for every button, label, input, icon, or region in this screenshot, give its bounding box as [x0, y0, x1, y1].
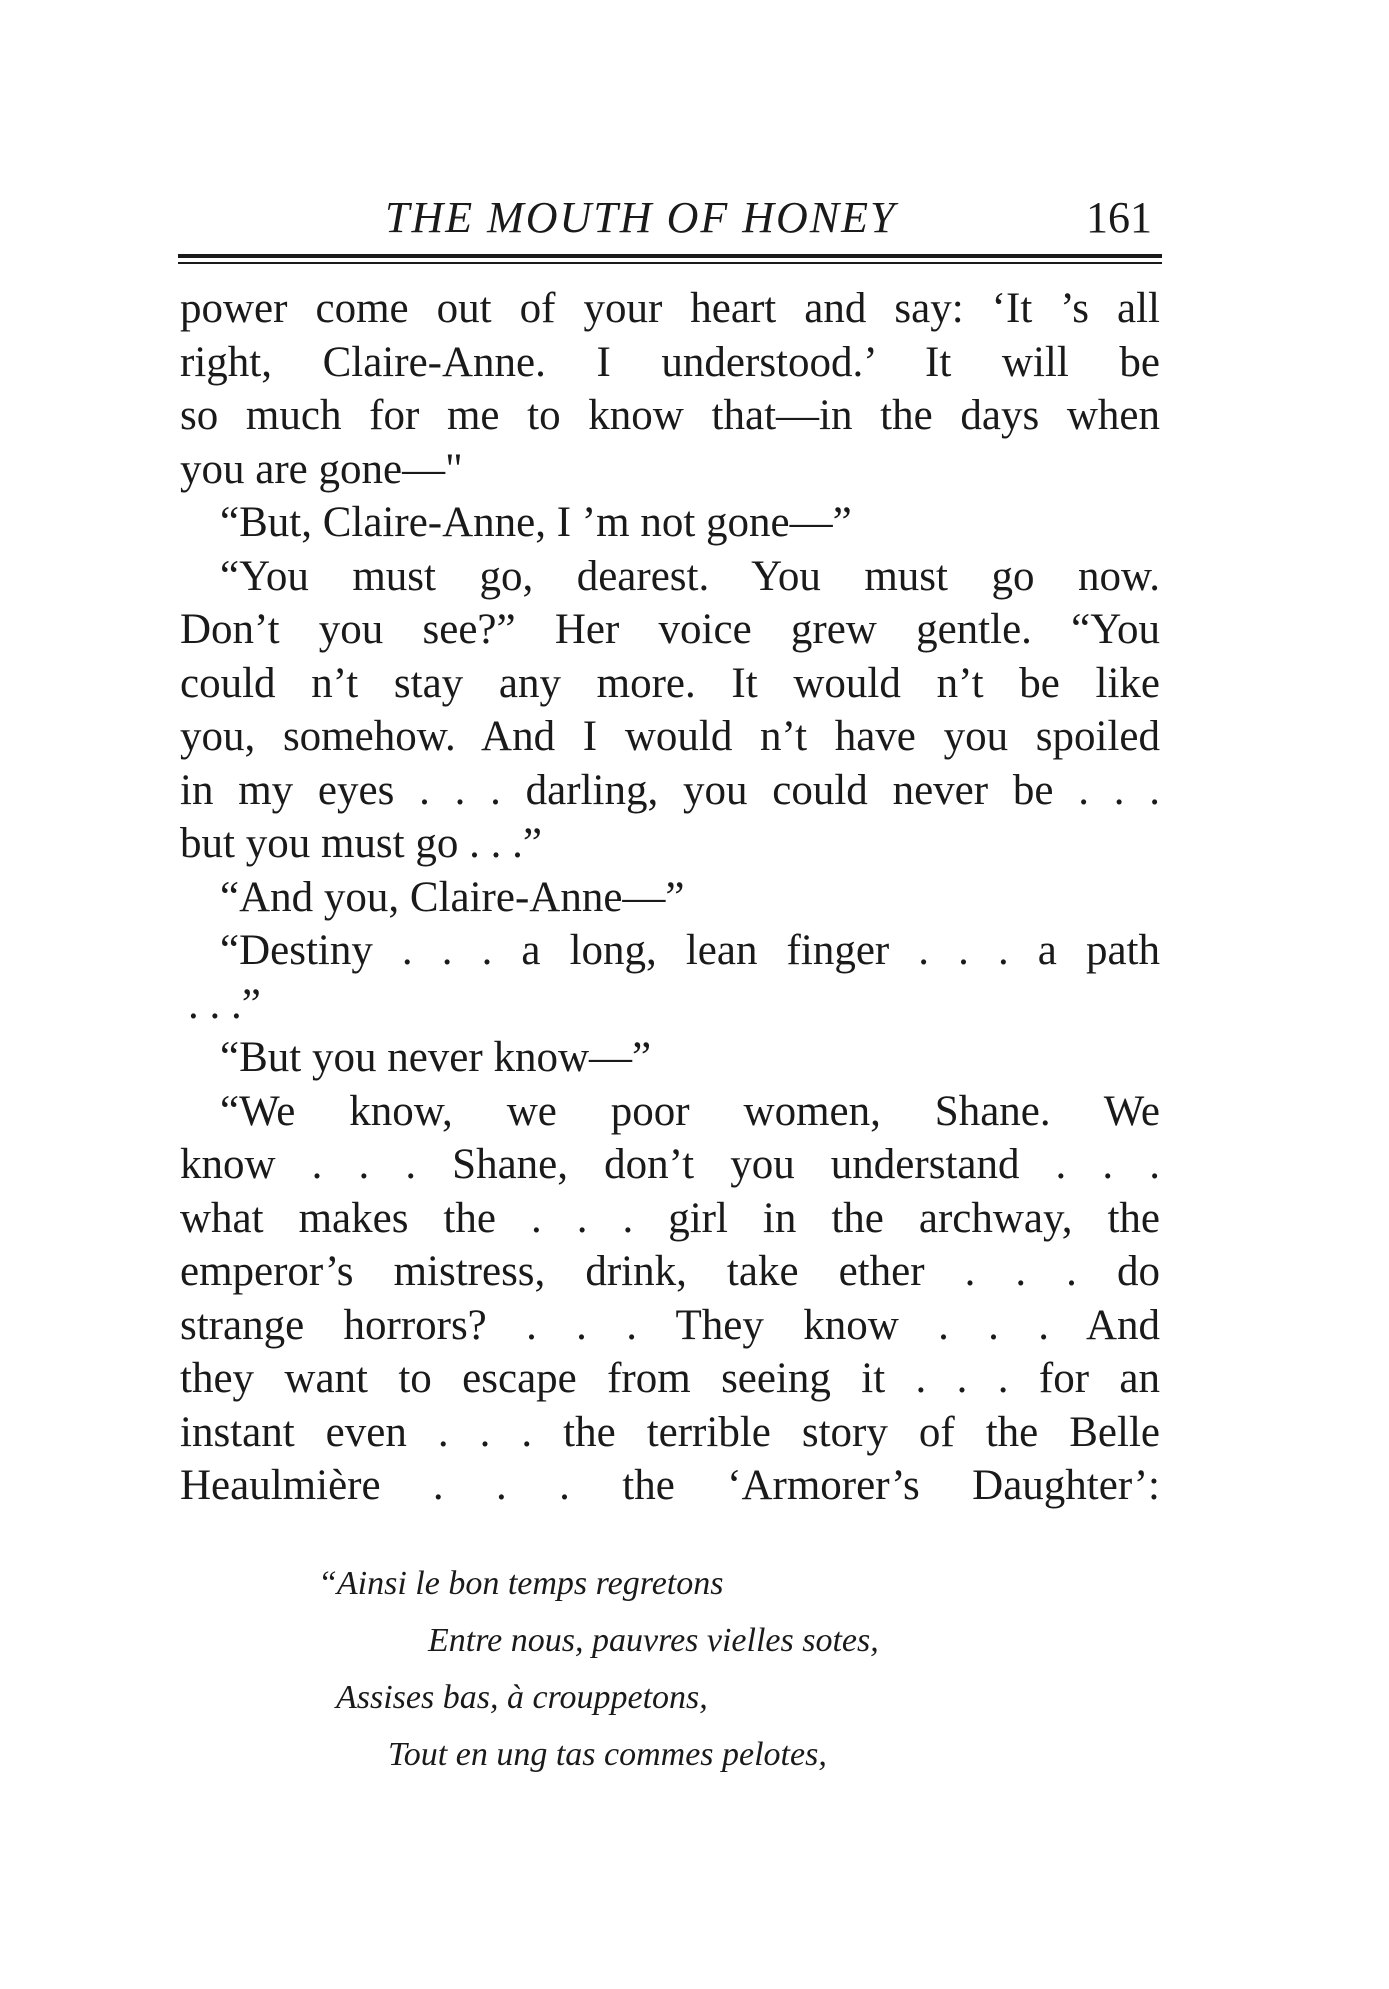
- text-line: but you must go . . .”: [180, 820, 542, 867]
- text-line: emperor’s mistress, drink, take ether . . . do: [180, 1248, 1160, 1295]
- verse-line: Tout en ung tas commes pelotes,: [388, 1736, 827, 1773]
- text-line: Heaulmière . . . the ‘Armorer’s Daughter’:: [180, 1462, 1160, 1509]
- header-rule: [178, 254, 1162, 266]
- text-line: instant even . . . the terrible story of the Belle: [180, 1408, 1160, 1456]
- page-number: 161: [1086, 193, 1152, 242]
- body-text: [180, 282, 1160, 1513]
- text-line: “But, Claire-Anne, I ’m not gone—”: [220, 499, 852, 546]
- text-line: “Destiny . . . a long, lean finger . . . a path: [220, 927, 1160, 974]
- text-line: right, Claire-Anne. I understood.’ It will be: [180, 338, 1160, 386]
- text-line: “And you, Claire-Anne—”: [220, 873, 685, 921]
- text-line: power come out of your heart and say: ‘It ’s all: [180, 285, 1160, 332]
- text-line: Don’t you see?” Her voice grew gentle. “You: [180, 606, 1160, 653]
- verse-line: Entre nous, pauvres vielles sotes,: [428, 1622, 879, 1659]
- running-head: [180, 190, 1160, 246]
- text-line: “We know, we poor women, Shane. We: [220, 1087, 1160, 1135]
- text-line: “You must go, dearest. You must go now.: [220, 552, 1160, 600]
- verse-quote: [318, 1555, 1078, 1783]
- text-line: what makes the . . . girl in the archway, the: [180, 1194, 1160, 1242]
- text-line: so much for me to know that—in the days when: [180, 392, 1160, 439]
- text-line: “But you never know—”: [220, 1034, 652, 1081]
- verse-line: “Ainsi le bon temps regretons: [318, 1565, 724, 1602]
- verse-line: Assises bas, à crouppetons,: [336, 1679, 708, 1716]
- text-line: they want to escape from seeing it . . . for an: [180, 1355, 1160, 1402]
- text-line: know . . . Shane, don’t you understand . . .: [180, 1141, 1160, 1188]
- text-line: . . .”: [188, 980, 261, 1028]
- header-rule-thick: [178, 254, 1162, 258]
- text-line: you are gone—": [180, 445, 463, 493]
- text-line: in my eyes . . . darling, you could never be . . .: [180, 766, 1160, 814]
- text-line: you, somehow. And I would n’t have you spoiled: [180, 713, 1160, 760]
- text-line: could n’t stay any more. It would n’t be like: [180, 659, 1160, 707]
- header-rule-thin: [178, 262, 1162, 264]
- text-line: strange horrors? . . . They know . . . And: [180, 1301, 1160, 1349]
- running-title: THE MOUTH OF HONEY: [385, 193, 897, 242]
